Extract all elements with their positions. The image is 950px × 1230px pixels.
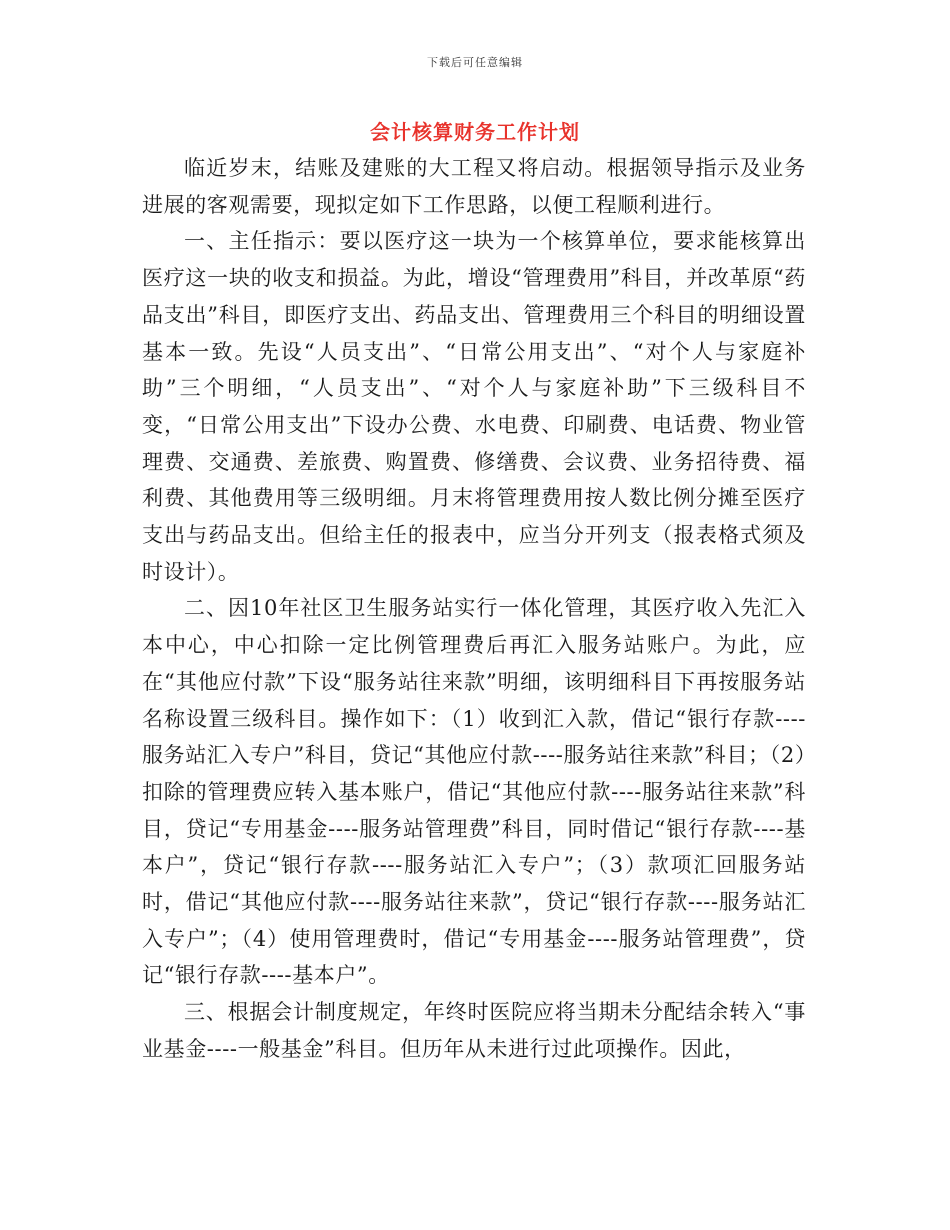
paragraph-intro: 临近岁末，结账及建账的大工程又将启动。根据领导指示及业务进展的客观需要，现拟定如下工作思路，以便工程顺利进行。 [142, 156, 806, 217]
paragraph-section-2: 二、因10年社区卫生服务站实行一体化管理，其医疗收入先汇入本中心，中心扣除一定比例管理费后再汇入服务站账户。为此，应在“其他应付款”下设“服务站往来款”明细，该明细科目下再按服务站名称设置三级科目。操作如下：（1）收到汇入款，借记“银行存款----服务站汇入专户”科目，贷记“其他应付款----服务站往来款”科目；（2）扣除的管理费应转入基本账户，借记“其他应付款----服务站往来款”科目，贷记“专用基金----服务站管理费”科目，同时借记“银行存款----基本户”，贷记“银行存款----服务站汇入专户”；（3）款项汇回服务站时，借记“其他应付款----服务站往来款”，贷记“银行存款----服务站汇入专户”；（4）使用管理费时，借记“专用基金----服务站管理费”，贷记“银行存款----基本户”。 [142, 596, 806, 988]
document-title: 会计核算财务工作计划 [370, 120, 580, 144]
paragraph-section-1: 一、主任指示：要以医疗这一块为一个核算单位，要求能核算出医疗这一块的收支和损益。为此，增设“管理费用”科目，并改革原“药品支出”科目，即医疗支出、药品支出、管理费用三个科目的明细设置基本一致。先设“人员支出”、“日常公用支出”、“对个人与家庭补助”三个明细，“人员支出”、“对个人与家庭补助”下三级科目不变，“日常公用支出”下设办公费、水电费、印刷费、电话费、物业管理费、交通费、差旅费、购置费、修缮费、会议费、业务招待费、福利费、其他费用等三级明细。月末将管理费用按人数比例分摊至医疗支出与药品支出。但给主任的报表中，应当分开列支（报表格式须及时设计）。 [142, 229, 806, 584]
document-body [142, 150, 806, 1068]
header-note: 下载后可任意编辑 [427, 56, 523, 69]
paragraph-section-3: 三、根据会计制度规定，年终时医院应将当期未分配结余转入“事业基金----一般基金”科目。但历年从未进行过此项操作。因此， [142, 1000, 806, 1061]
